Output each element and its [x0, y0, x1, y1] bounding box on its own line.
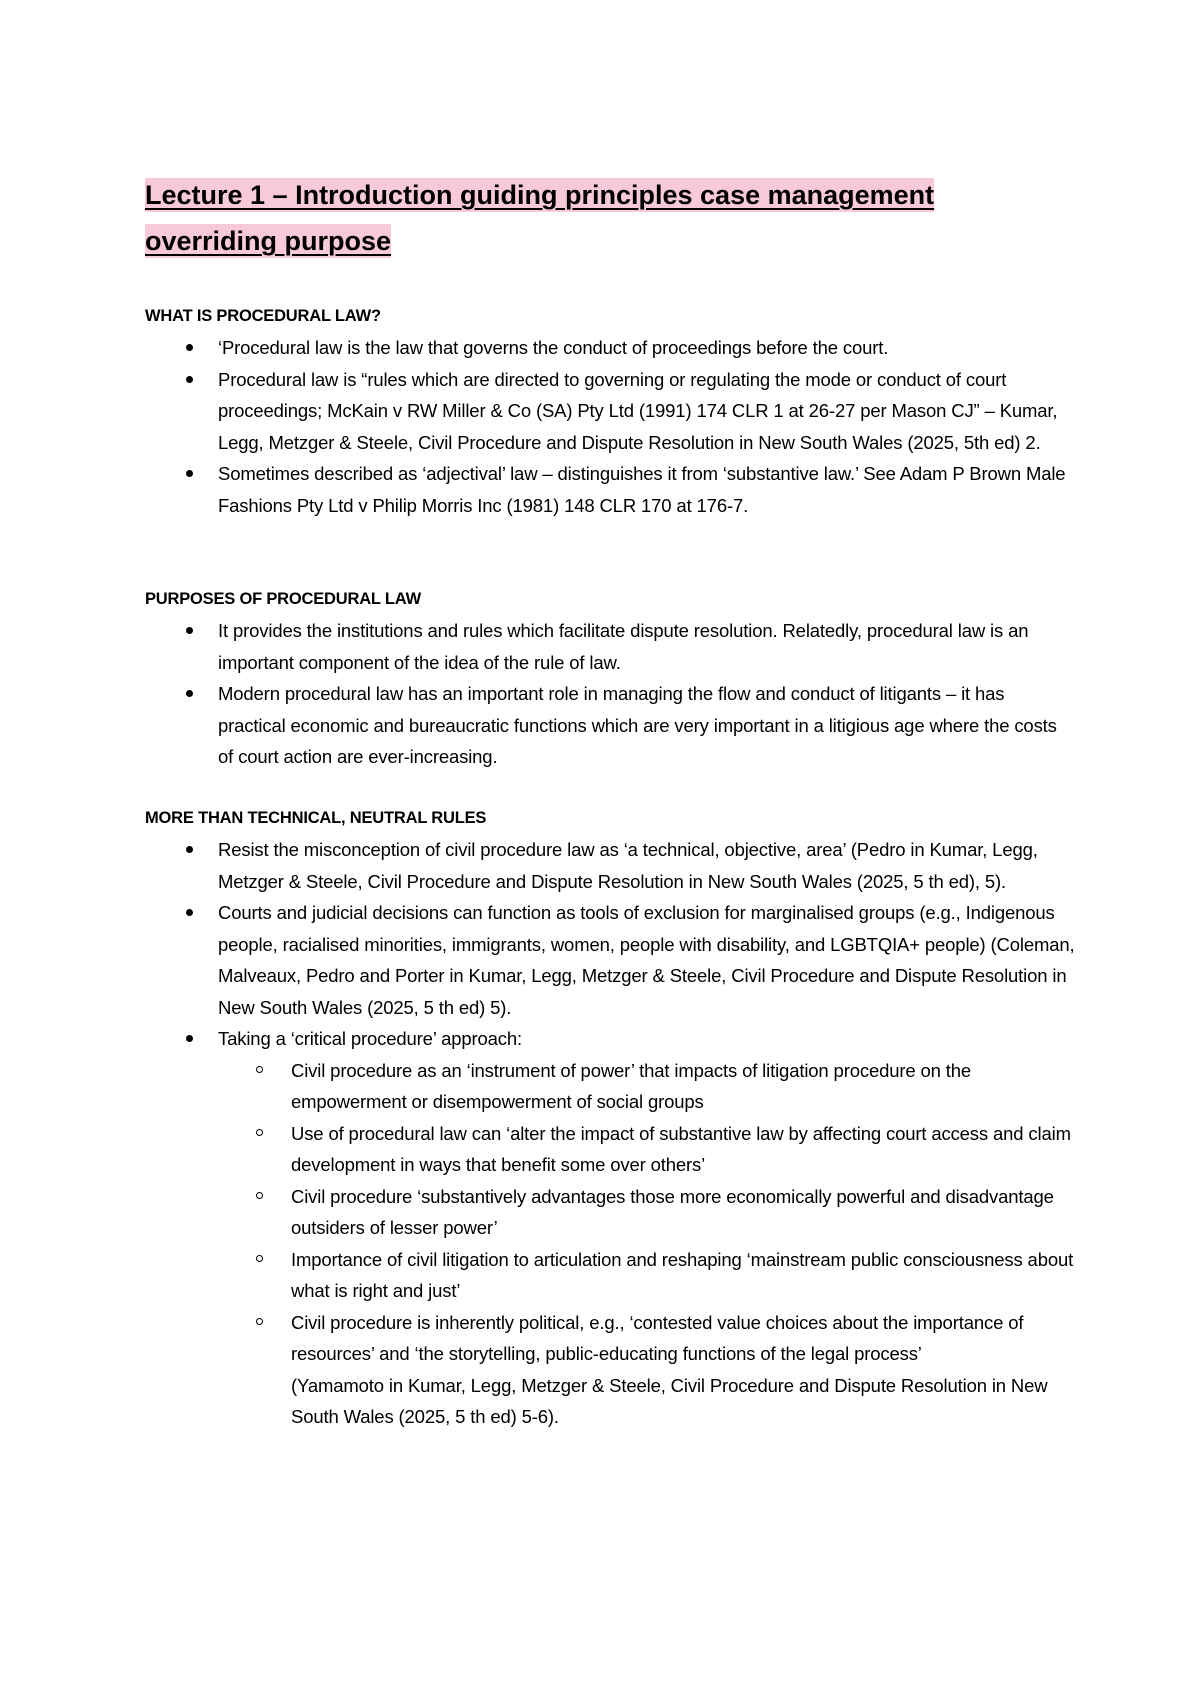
bullet-item: [145, 332, 1075, 364]
sub-bullet-text: Civil procedure as an ‘instrument of power’ that impacts of litigation procedure on the empowerment or disempowerment of social groups: [291, 1059, 972, 1112]
sub-bullet-circle-icon: [256, 1255, 263, 1262]
bullet-dot-icon: [186, 376, 193, 383]
bullet-list: [145, 615, 1075, 773]
sub-bullet-text: Use of procedural law can ‘alter the impact of substantive law by affecting court access and claim development in ways that benefit some over others’: [291, 1122, 1071, 1175]
bullet-text: Resist the misconception of civil procedure law as ‘a technical, objective, area’ (Pedro in Kumar, Legg, Metzger & Steele, Civil Procedure and Dispute Resolution in New South Wales (2025, 5 th ed), 5).: [218, 839, 1038, 892]
lecture-title: [145, 172, 975, 264]
bullet-text: Courts and judicial decisions can function as tools of exclusion for marginalised groups (e.g., Indigenous people, racialised minorities, immigrants, women, people with disability, and LGBTQIA+ people) (Coleman, Malveaux, Pedro and Porter in Kumar, Legg, Metzger & Steele, Civil Procedure and Dispute Resolution in New South Wales (2025, 5 th ed) 5).: [218, 902, 1075, 1018]
section-purposes-of-procedural-law: [145, 583, 1075, 773]
bullet-text: Taking a ‘critical procedure’ approach:: [218, 1028, 523, 1049]
bullet-item: [145, 458, 1075, 521]
bullet-dot-icon: [186, 690, 193, 697]
bullet-dot-icon: [186, 846, 193, 853]
bullet-text: Sometimes described as ‘adjectival’ law – distinguishes it from ‘substantive law.’ See Adam P Brown Male Fashions Pty Ltd v Philip Morris Inc (1981) 148 CLR 170 at 176-7.: [218, 463, 1066, 516]
bullet-item: [145, 615, 1075, 678]
sub-bullet-text: Importance of civil litigation to articulation and reshaping ‘mainstream public consciousness about what is right and just’: [291, 1248, 1074, 1301]
bullet-list: [145, 834, 1075, 1433]
sub-bullet-circle-icon: [256, 1129, 263, 1136]
section-heading: MORE THAN TECHNICAL, NEUTRAL RULES: [145, 809, 487, 827]
section-more-than-technical-rules: [145, 802, 1075, 1433]
lecture-title-text: Lecture 1 – Introduction guiding principles case management overriding purpose: [145, 180, 935, 256]
bullet-item: [145, 364, 1075, 459]
sub-bullet-circle-icon: [256, 1192, 263, 1199]
sub-bullet-item: [218, 1118, 1075, 1181]
sub-bullet-list: [218, 1055, 1075, 1433]
sub-bullet-circle-icon: [256, 1066, 263, 1073]
section-heading: WHAT IS PROCEDURAL LAW?: [145, 307, 381, 325]
bullet-dot-icon: [186, 344, 193, 351]
sub-bullet-item: [218, 1055, 1075, 1118]
bullet-text: It provides the institutions and rules which facilitate dispute resolution. Relatedly, procedural law is an important component of the idea of the rule of law.: [218, 620, 1029, 673]
citation-text: (Yamamoto in Kumar, Legg, Metzger & Steele, Civil Procedure and Dispute Resolution in New South Wales (2025, 5 th ed) 5-6).: [291, 1374, 1048, 1427]
bullet-dot-icon: [186, 627, 193, 634]
bullet-list: [145, 332, 1075, 521]
bullet-text: ‘Procedural law is the law that governs the conduct of proceedings before the court.: [218, 337, 889, 358]
bullet-dot-icon: [186, 470, 193, 477]
sub-bullet-text: Civil procedure is inherently political, e.g., ‘contested value choices about the importance of resources’ and ‘the storytelling, public-educating functions of the legal process’: [291, 1311, 1024, 1364]
bullet-dot-icon: [186, 1035, 193, 1042]
bullet-item: [145, 1023, 1075, 1433]
bullet-text: Procedural law is “rules which are directed to governing or regulating the mode or conduct of court proceedings; McKain v RW Miller & Co (SA) Pty Ltd (1991) 174 CLR 1 at 26-27 per Mason CJ” – Kumar, Legg, Metzger & Steele, Civil Procedure and Dispute Resolution in New South Wales (2025, 5th ed) 2.: [218, 368, 1058, 453]
sub-bullet-item: [218, 1181, 1075, 1244]
section-heading: PURPOSES OF PROCEDURAL LAW: [145, 590, 421, 608]
bullet-dot-icon: [186, 909, 193, 916]
bullet-item: [145, 834, 1075, 897]
section-what-is-procedural-law: [145, 300, 1075, 521]
sub-bullet-item: [218, 1307, 1075, 1433]
sub-bullet-item: [218, 1244, 1075, 1307]
sub-bullet-text: Civil procedure ‘substantively advantages those more economically powerful and disadvantage outsiders of lesser power’: [291, 1185, 1054, 1238]
sub-bullet-circle-icon: [256, 1318, 263, 1325]
bullet-item: [145, 897, 1075, 1023]
bullet-text: Modern procedural law has an important role in managing the flow and conduct of litigants – it has practical economic and bureaucratic functions which are very important in a litigious age where the costs of court action are ever-increasing.: [218, 683, 1057, 767]
bullet-item: [145, 678, 1075, 773]
